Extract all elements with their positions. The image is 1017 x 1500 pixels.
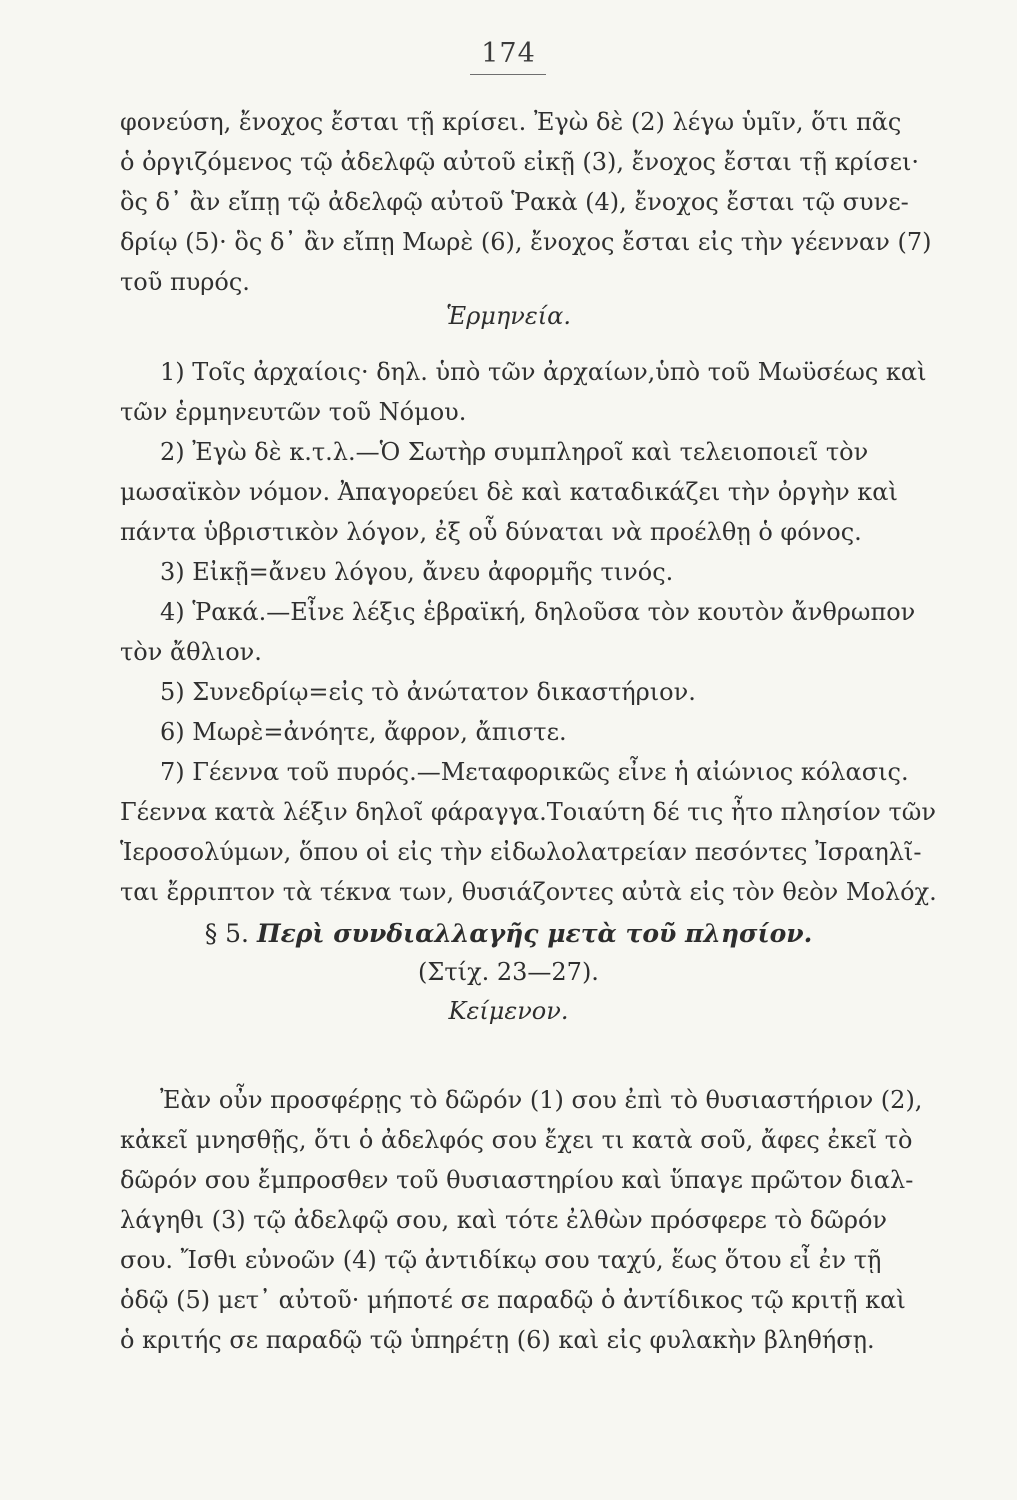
note-line: 2) Ἐγὼ δὲ κ.τ.λ.—Ὁ Σωτὴρ συμπληροῖ καὶ τελειοποιεῖ τὸν <box>160 438 869 466</box>
note-line: πάντα ὑβριστικὸν λόγον, ἐξ οὗ δύναται νὰ προέλθῃ ὁ φόνος. <box>120 518 862 546</box>
text-subheading-label: Κείμενον. <box>448 997 569 1025</box>
note-line: 1) Τοῖς ἀρχαίοις· δηλ. ὑπὸ τῶν ἀρχαίων,ὑπὸ τοῦ Μωϋσέως καὶ <box>160 358 927 386</box>
note-line: ται ἔρριπτον τὰ τέκνα των, θυσιάζοντες αὐτὰ εἰς τὸν θεὸν Μολόχ. <box>120 878 937 906</box>
main-line: δρίῳ (5)· ὃς δ᾽ ἂν εἴπῃ Μωρὲ (6), ἔνοχος ἔσται εἰς τὴν γέενναν (7) <box>120 228 932 256</box>
page-number: 174 <box>481 38 536 69</box>
interpretation-notes <box>120 352 937 912</box>
note-line: 6) Μωρὲ=ἀνόητε, ἄφρον, ἄπιστε. <box>160 718 567 746</box>
text-line: λάγηθι (3) τῷ ἀδελφῷ σου, καὶ τότε ἐλθὼν πρόσφερε τὸ δῶρόν <box>120 1206 888 1234</box>
note-line: Ἱεροσολύμων, ὅπου οἱ εἰς τὴν εἰδωλολατρείαν πεσόντες Ἰσραηλῖ- <box>120 838 922 866</box>
section-symbol: § 5. <box>204 919 249 948</box>
note-line: 3) Εἰκῇ=ἄνευ λόγου, ἄνευ ἀφορμῆς τινός. <box>160 558 674 586</box>
note-line: Γέεννα κατὰ λέξιν δηλοῖ φάραγγα.Τοιαύτη δέ τις ἦτο πλησίον τῶν <box>120 798 936 826</box>
text-line: σου. Ἴσθι εὐνοῶν (4) τῷ ἀντιδίκῳ σου ταχύ, ἕως ὅτου εἶ ἐν τῇ <box>120 1246 882 1274</box>
note-line: μωσαϊκὸν νόμον. Ἀπαγορεύει δὲ καὶ καταδικάζει τὴν ὀργὴν καὶ <box>120 478 898 506</box>
text-line: δῶρόν σου ἔμπροσθεν τοῦ θυσιαστηρίου καὶ ὕπαγε πρῶτον διαλ- <box>120 1166 914 1194</box>
text-subheading <box>0 994 1017 1028</box>
section-title-text: Περὶ συνδιαλλαγῆς μετὰ τοῦ πλησίον. <box>256 919 813 948</box>
note-line: τὸν ἄθλιον. <box>120 638 262 666</box>
section-title <box>0 916 1017 952</box>
interpretation-heading-text: Ἑρμηνεία. <box>446 302 571 330</box>
page-number-rule <box>470 74 546 75</box>
note-line: 4) Ῥακά.—Εἶνε λέξις ἑβραϊκή, δηλοῦσα τὸν κουτὸν ἄνθρωπον <box>160 598 916 626</box>
text-line: Ἐὰν οὖν προσφέρῃς τὸ δῶρόν (1) σου ἐπὶ τὸ θυσιαστήριον (2), <box>160 1086 923 1114</box>
interpretation-heading <box>0 300 1017 332</box>
note-line: 5) Συνεδρίῳ=εἰς τὸ ἀνώτατον δικαστήριον. <box>160 678 696 706</box>
main-text-block <box>120 102 932 302</box>
note-line: τῶν ἑρμηνευτῶν τοῦ Νόμου. <box>120 398 467 426</box>
text-paragraph <box>120 1080 923 1360</box>
main-line: ὁ ὀργιζόμενος τῷ ἀδελφῷ αὐτοῦ εἰκῇ (3), ἔνοχος ἔσται τῇ κρίσει· <box>120 148 920 176</box>
text-line: ὁ κριτής σε παραδῷ τῷ ὑπηρέτῃ (6) καὶ εἰς φυλακὴν βληθήσῃ. <box>120 1326 875 1354</box>
main-line: ὃς δ᾽ ἂν εἴπῃ τῷ ἀδελφῷ αὐτοῦ Ῥακὰ (4), ἔνοχος ἔσται τῷ συνε- <box>120 188 909 216</box>
main-line: τοῦ πυρός. <box>120 268 250 296</box>
text-line: ὁδῷ (5) μετ᾽ αὐτοῦ· μήποτέ σε παραδῷ ὁ ἀντίδικος τῷ κριτῇ καὶ <box>120 1286 906 1314</box>
main-line: φονεύση, ἔνοχος ἔσται τῇ κρίσει. Ἐγὼ δὲ (2) λέγω ὑμῖν, ὅτι πᾶς <box>120 108 902 136</box>
section-verses: (Στίχ. 23—27). <box>418 958 599 986</box>
note-line: 7) Γέεννα τοῦ πυρός.—Μεταφορικῶς εἶνε ἡ αἰώνιος κόλασις. <box>160 758 909 786</box>
text-line: κἀκεῖ μνησθῇς, ὅτι ὁ ἀδελφός σου ἔχει τι κατὰ σοῦ, ἄφες ἐκεῖ τὸ <box>120 1126 913 1154</box>
